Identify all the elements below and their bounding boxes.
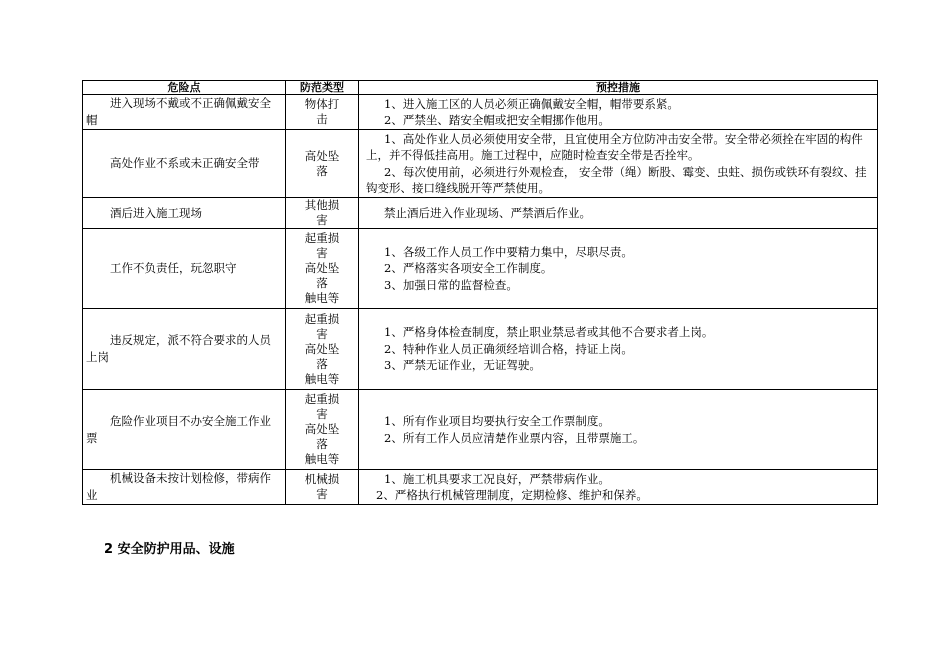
measure-cell: [359, 309, 878, 390]
measure-line: 禁止酒后进入作业现场、严禁酒后作业。: [384, 205, 591, 220]
type-cell: [286, 470, 359, 505]
type-line: 触电等: [304, 291, 340, 305]
measure-line: 2、严禁坐、踏安全帽或把安全帽挪作他用。: [384, 113, 610, 127]
measure-line: 1、高处作业人员必须使用安全带，且宜使用全方位防冲击安全带。安全带必须拴在牢固的构件上，并不得低挂高用。施工过程中，应随时检查安全带是否拴牢。: [366, 131, 863, 162]
type-line: 高处坠: [304, 422, 340, 436]
hazard-cell: 进入现场不戴或不正确佩戴安全帽: [83, 95, 286, 130]
measure-line: 1、严格身体检查制度，禁止职业禁忌者或其他不合要求者上岗。: [384, 325, 714, 340]
hazard-cell: 机械设备未按计划检修，带病作业: [83, 470, 286, 505]
type-line: 击: [316, 112, 328, 126]
type-cell: [286, 229, 359, 309]
type-line: 高处坠: [304, 341, 340, 356]
header-type: 防范类型: [286, 81, 359, 95]
measure-cell: [359, 95, 878, 130]
measure-line: 1、各级工作人员工作中要精力集中，尽职尽责。: [384, 244, 633, 259]
type-cell: [286, 309, 359, 390]
type-line: 起重损: [304, 392, 340, 406]
measure-cell: [359, 470, 878, 505]
measure-cell: [359, 198, 878, 229]
header-measures: 预控措施: [359, 81, 878, 95]
type-line: 物体打: [304, 97, 340, 111]
measure-line: 2、严格落实各项安全工作制度。: [384, 261, 553, 276]
type-line: 高处坠: [304, 261, 340, 275]
table-row: [83, 130, 878, 198]
type-line: 落: [316, 276, 328, 290]
type-line: 害: [316, 487, 328, 501]
table-row: [83, 390, 878, 470]
hazard-cell: 高处作业不系或未正确安全带: [83, 130, 286, 198]
type-cell: [286, 390, 359, 470]
hazard-cell: 危险作业项目不办安全施工作业票: [83, 390, 286, 470]
type-line: 触电等: [304, 452, 340, 466]
type-line: 害: [316, 213, 328, 227]
measure-line: 3、加强日常的监督检查。: [384, 277, 518, 292]
type-line: 害: [316, 326, 328, 341]
measure-line: 1、所有作业项目均要执行安全工作票制度。: [384, 414, 610, 428]
hazard-cell: 违反规定，派不符合要求的人员上岗: [83, 309, 286, 390]
table-row: [83, 229, 878, 309]
type-line: 起重损: [304, 231, 340, 245]
type-line: 害: [316, 407, 328, 421]
measure-cell: [359, 130, 878, 198]
type-line: 落: [316, 437, 328, 451]
table-header-row: [83, 81, 878, 95]
type-line: 其他损: [304, 198, 340, 212]
measure-line: 1、施工机具要求工况良好，严禁带病作业。: [384, 471, 610, 486]
type-line: 触电等: [304, 371, 340, 386]
measure-line: 2、每次使用前，必须进行外观检查， 安全带（绳）断股、霉变、虫蛀、损伤或铁环有裂纹、挂钩变形、接口缝线脱开等严禁使用。: [366, 164, 867, 195]
type-line: 落: [316, 356, 328, 371]
type-line: 高处坠: [304, 148, 340, 163]
hazard-cell: 工作不负责任，玩忽职守: [83, 229, 286, 309]
table-row: [83, 95, 878, 130]
measure-line: 1、进入施工区的人员必须正确佩戴安全帽，帽带要系紧。: [384, 96, 679, 111]
measure-line: 2、所有工作人员应清楚作业票内容，且带票施工。: [384, 430, 645, 445]
type-line: 机械损: [304, 472, 340, 486]
type-line: 落: [316, 163, 328, 178]
section-title: 2 安全防护用品、设施: [104, 542, 235, 557]
type-cell: [286, 130, 359, 198]
type-cell: [286, 95, 359, 130]
measure-cell: [359, 229, 878, 309]
measure-line: 2、严格执行机械管理制度，定期检修、维护和保养。: [376, 488, 648, 502]
measure-cell: [359, 390, 878, 470]
measure-line: 2、特种作业人员正确须经培训合格，持证上岗。: [384, 341, 633, 356]
hazard-cell: 酒后进入施工现场: [83, 198, 286, 229]
table-row: [83, 198, 878, 229]
type-line: 起重损: [304, 311, 340, 326]
table-row: [83, 309, 878, 390]
measure-line: 3、严禁无证作业，无证驾驶。: [384, 358, 541, 373]
type-cell: [286, 198, 359, 229]
header-hazard: 危险点: [83, 81, 286, 95]
type-line: 害: [316, 246, 328, 260]
table-row: [83, 470, 878, 505]
risk-control-table: [82, 80, 878, 505]
